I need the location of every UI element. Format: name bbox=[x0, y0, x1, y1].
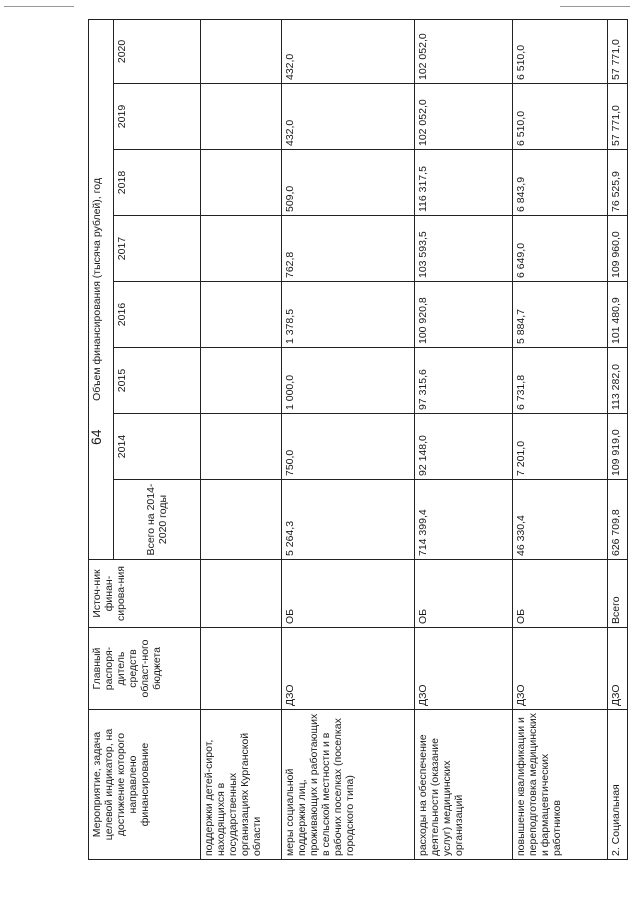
header-manager: Главный распоря-дитель средств област-ного бюджета bbox=[89, 628, 201, 710]
header-row-1 bbox=[89, 19, 114, 859]
header-year: 2020 bbox=[113, 19, 201, 83]
cell-measure: повышение квалификации и переподготовка медицинских и фармацевтических работников bbox=[513, 710, 607, 860]
cell-value: 5 884,7 bbox=[513, 282, 607, 348]
rotated-table-wrapper bbox=[88, 20, 628, 860]
cell-value: 6 731,8 bbox=[513, 348, 607, 414]
cell-value: 1 378,5 bbox=[282, 282, 415, 348]
cell-value: 103 593,5 bbox=[414, 216, 513, 282]
table-row bbox=[201, 19, 282, 859]
cell-value: 109 919,0 bbox=[607, 414, 627, 480]
cell-value: 6 510,0 bbox=[513, 84, 607, 150]
header-year: 2018 bbox=[113, 150, 201, 216]
table-row bbox=[282, 19, 415, 859]
cell-value: 6 510,0 bbox=[513, 19, 607, 83]
page-number: 64 bbox=[88, 429, 104, 445]
header-year: 2016 bbox=[113, 282, 201, 348]
cell-value: 100 920,8 bbox=[414, 282, 513, 348]
cell-value: 113 282,0 bbox=[607, 348, 627, 414]
cell-source bbox=[201, 560, 282, 628]
cell-value: 57 771,0 bbox=[607, 19, 627, 83]
cell-manager bbox=[201, 628, 282, 710]
cell-value bbox=[201, 19, 282, 83]
cell-value: 750,0 bbox=[282, 414, 415, 480]
cell-value: 6 649,0 bbox=[513, 216, 607, 282]
scan-edge-mark bbox=[560, 6, 630, 7]
cell-value: 92 148,0 bbox=[414, 414, 513, 480]
cell-value bbox=[201, 348, 282, 414]
cell-source: ОБ bbox=[414, 560, 513, 628]
cell-value: 762,8 bbox=[282, 216, 415, 282]
header-funding-group: Объем финансирования (тысяча рублей), год bbox=[89, 19, 114, 559]
cell-manager: ДЗО bbox=[282, 628, 415, 710]
cell-value: 102 052,0 bbox=[414, 19, 513, 83]
cell-manager: ДЗО bbox=[414, 628, 513, 710]
cell-measure: поддержки детей-сирот, находящихся в государственных организациях Курганской области bbox=[201, 710, 282, 860]
cell-source: ОБ bbox=[282, 560, 415, 628]
cell-value: 101 480,9 bbox=[607, 282, 627, 348]
cell-value: 432,0 bbox=[282, 84, 415, 150]
cell-value: 76 525,9 bbox=[607, 150, 627, 216]
cell-value bbox=[201, 216, 282, 282]
cell-value: 7 201,0 bbox=[513, 414, 607, 480]
table-row bbox=[414, 19, 513, 859]
cell-total: 626 709,8 bbox=[607, 480, 627, 560]
cell-value: 57 771,0 bbox=[607, 84, 627, 150]
header-year: 2015 bbox=[113, 348, 201, 414]
cell-total bbox=[201, 480, 282, 560]
cell-total: 714 399,4 bbox=[414, 480, 513, 560]
cell-value: 432,0 bbox=[282, 19, 415, 83]
cell-value bbox=[201, 150, 282, 216]
cell-value: 109 960,0 bbox=[607, 216, 627, 282]
cell-total: 5 264,3 bbox=[282, 480, 415, 560]
header-source: Источ-ник финан-сирова-ния bbox=[89, 560, 201, 628]
scan-edge-mark bbox=[4, 6, 74, 7]
header-year: 2019 bbox=[113, 84, 201, 150]
cell-manager: ДЗО bbox=[513, 628, 607, 710]
header-measure: Мероприятие, задача целевой индикатор, на достижение которого направлено финансирование bbox=[89, 710, 201, 860]
cell-measure: расходы на обеспечение деятельности (оказание услуг) медицинских организаций bbox=[414, 710, 513, 860]
cell-value bbox=[201, 282, 282, 348]
cell-measure: меры социальной поддержки лиц, проживающих и работающих в сельской местности и в рабочих поселках (поселках городского типа) bbox=[282, 710, 415, 860]
cell-total: 46 330,4 bbox=[513, 480, 607, 560]
header-year: 2017 bbox=[113, 216, 201, 282]
cell-manager: ДЗО bbox=[607, 628, 627, 710]
header-total: Всего на 2014-2020 годы bbox=[113, 480, 201, 560]
cell-value bbox=[201, 84, 282, 150]
cell-value: 116 317,5 bbox=[414, 150, 513, 216]
cell-source: Всего bbox=[607, 560, 627, 628]
table-row bbox=[607, 19, 627, 859]
cell-measure: 2. Социальная bbox=[607, 710, 627, 860]
cell-value: 102 052,0 bbox=[414, 84, 513, 150]
funding-table bbox=[88, 19, 628, 860]
cell-source: ОБ bbox=[513, 560, 607, 628]
cell-value: 6 843,9 bbox=[513, 150, 607, 216]
table-row bbox=[513, 19, 607, 859]
header-year: 2014 bbox=[113, 414, 201, 480]
cell-value: 97 315,6 bbox=[414, 348, 513, 414]
cell-value bbox=[201, 414, 282, 480]
cell-value: 509,0 bbox=[282, 150, 415, 216]
cell-value: 1 000,0 bbox=[282, 348, 415, 414]
